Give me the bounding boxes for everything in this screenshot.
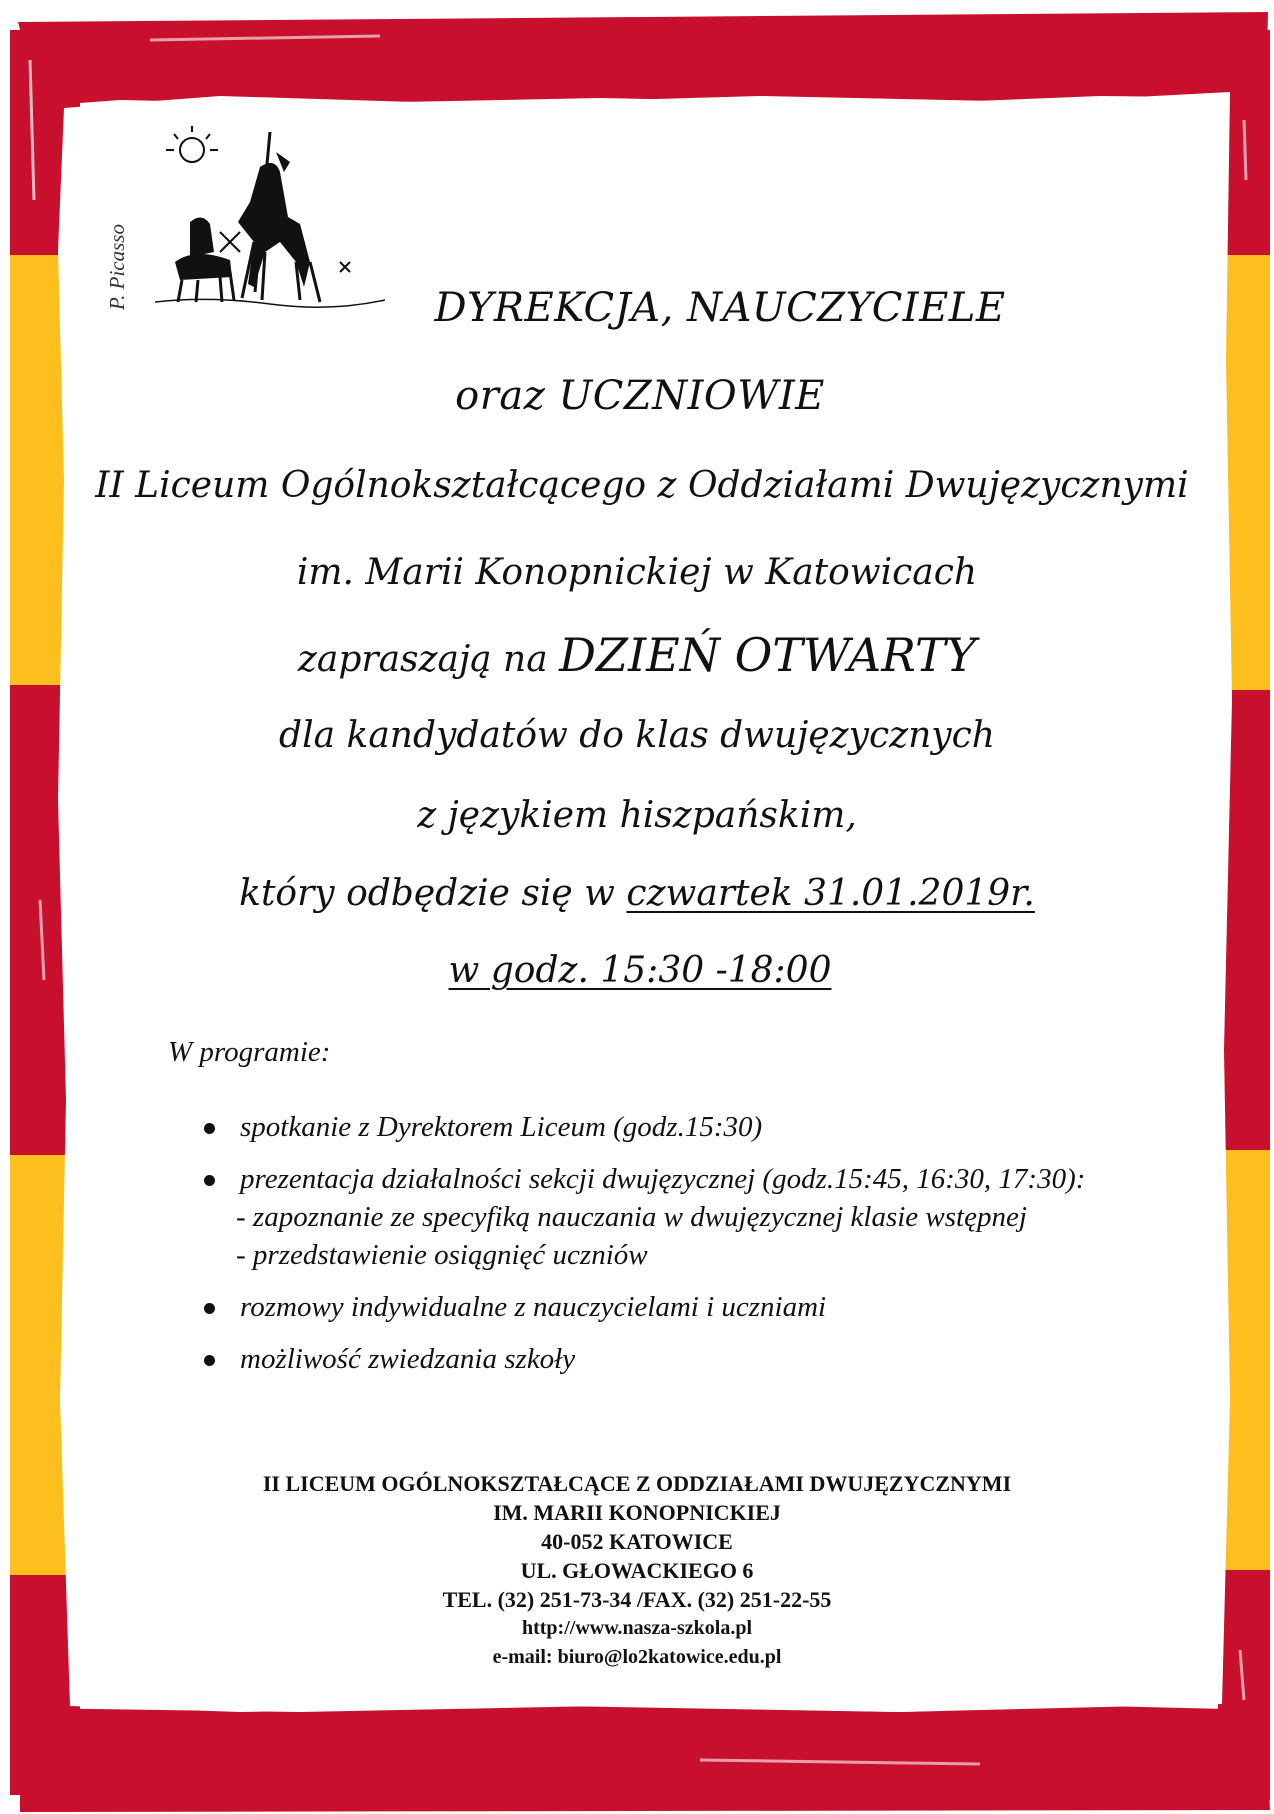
school-name: II LICEUM OGÓLNOKSZTAŁCĄCE Z ODDZIAŁAMI DWUJĘZYCZNYMI xyxy=(262,1471,1012,1496)
bullet-icon xyxy=(204,1123,215,1134)
artwork-credit: P. Picasso xyxy=(105,224,129,310)
heading-line-7: z językiem hiszpańskim, xyxy=(417,795,857,836)
program-item: prezentacja działalności sekcji dwujęzycznej (godz.15:45, 16:30, 17:30): xyxy=(200,1160,1085,1198)
heading-line-2: oraz UCZNIOWIE xyxy=(455,373,825,419)
invite-text: zapraszają na xyxy=(297,639,560,680)
program-list xyxy=(200,1108,1085,1378)
program-item: rozmowy indywidualne z nauczycielami i uczniami xyxy=(200,1288,1085,1326)
event-date: czwartek 31.01.2019r. xyxy=(626,873,1035,914)
heading-line-4: im. Marii Konopnickiej w Katowicach xyxy=(296,552,978,593)
heading-line-6: dla kandydatów do klas dwujęzycznych xyxy=(279,715,995,756)
bullet-icon xyxy=(204,1175,215,1186)
heading-line-8 xyxy=(200,873,1074,914)
street: UL. GŁOWACKIEGO 6 xyxy=(520,1558,754,1583)
school-address xyxy=(200,1469,1074,1672)
website-link[interactable]: http://www.nasza-szkola.pl xyxy=(521,1617,753,1639)
program-subitem: - przedstawienie osiągnięć uczniów xyxy=(236,1239,648,1271)
school-patron: IM. MARII KONOPNICKIEJ xyxy=(493,1500,781,1525)
email-link[interactable]: e-mail: biuro@lo2katowice.edu.pl xyxy=(492,1646,782,1668)
phone-fax: TEL. (32) 251-73-34 /FAX. (32) 251-22-55 xyxy=(442,1587,832,1612)
don-quixote-sketch-icon xyxy=(150,112,390,322)
program-title: W programie: xyxy=(168,1036,331,1068)
event-time: w godz. 15:30 -18:00 xyxy=(448,950,832,991)
open-day-title: DZIEŃ OTWARTY xyxy=(559,628,977,682)
bullet-icon xyxy=(204,1303,215,1314)
postal-city: 40-052 KATOWICE xyxy=(541,1529,733,1554)
program-item: spotkanie z Dyrektorem Liceum (godz.15:30) xyxy=(200,1108,1085,1146)
bullet-icon xyxy=(204,1355,215,1366)
date-intro: który odbędzie się w xyxy=(239,873,627,914)
heading-line-1: DYREKCJA, NAUCZYCIELE xyxy=(434,285,1006,331)
program-item: możliwość zwiedzania szkoły xyxy=(200,1340,1085,1378)
heading-line-3: II Liceum Ogólnokształcącego z Oddziałami Dwujęzycznymi xyxy=(95,465,1189,506)
program-subitem: - zapoznanie ze specyfiką nauczania w dwujęzycznej klasie wstępnej xyxy=(236,1201,1027,1233)
heading-line-5 xyxy=(200,628,1074,682)
